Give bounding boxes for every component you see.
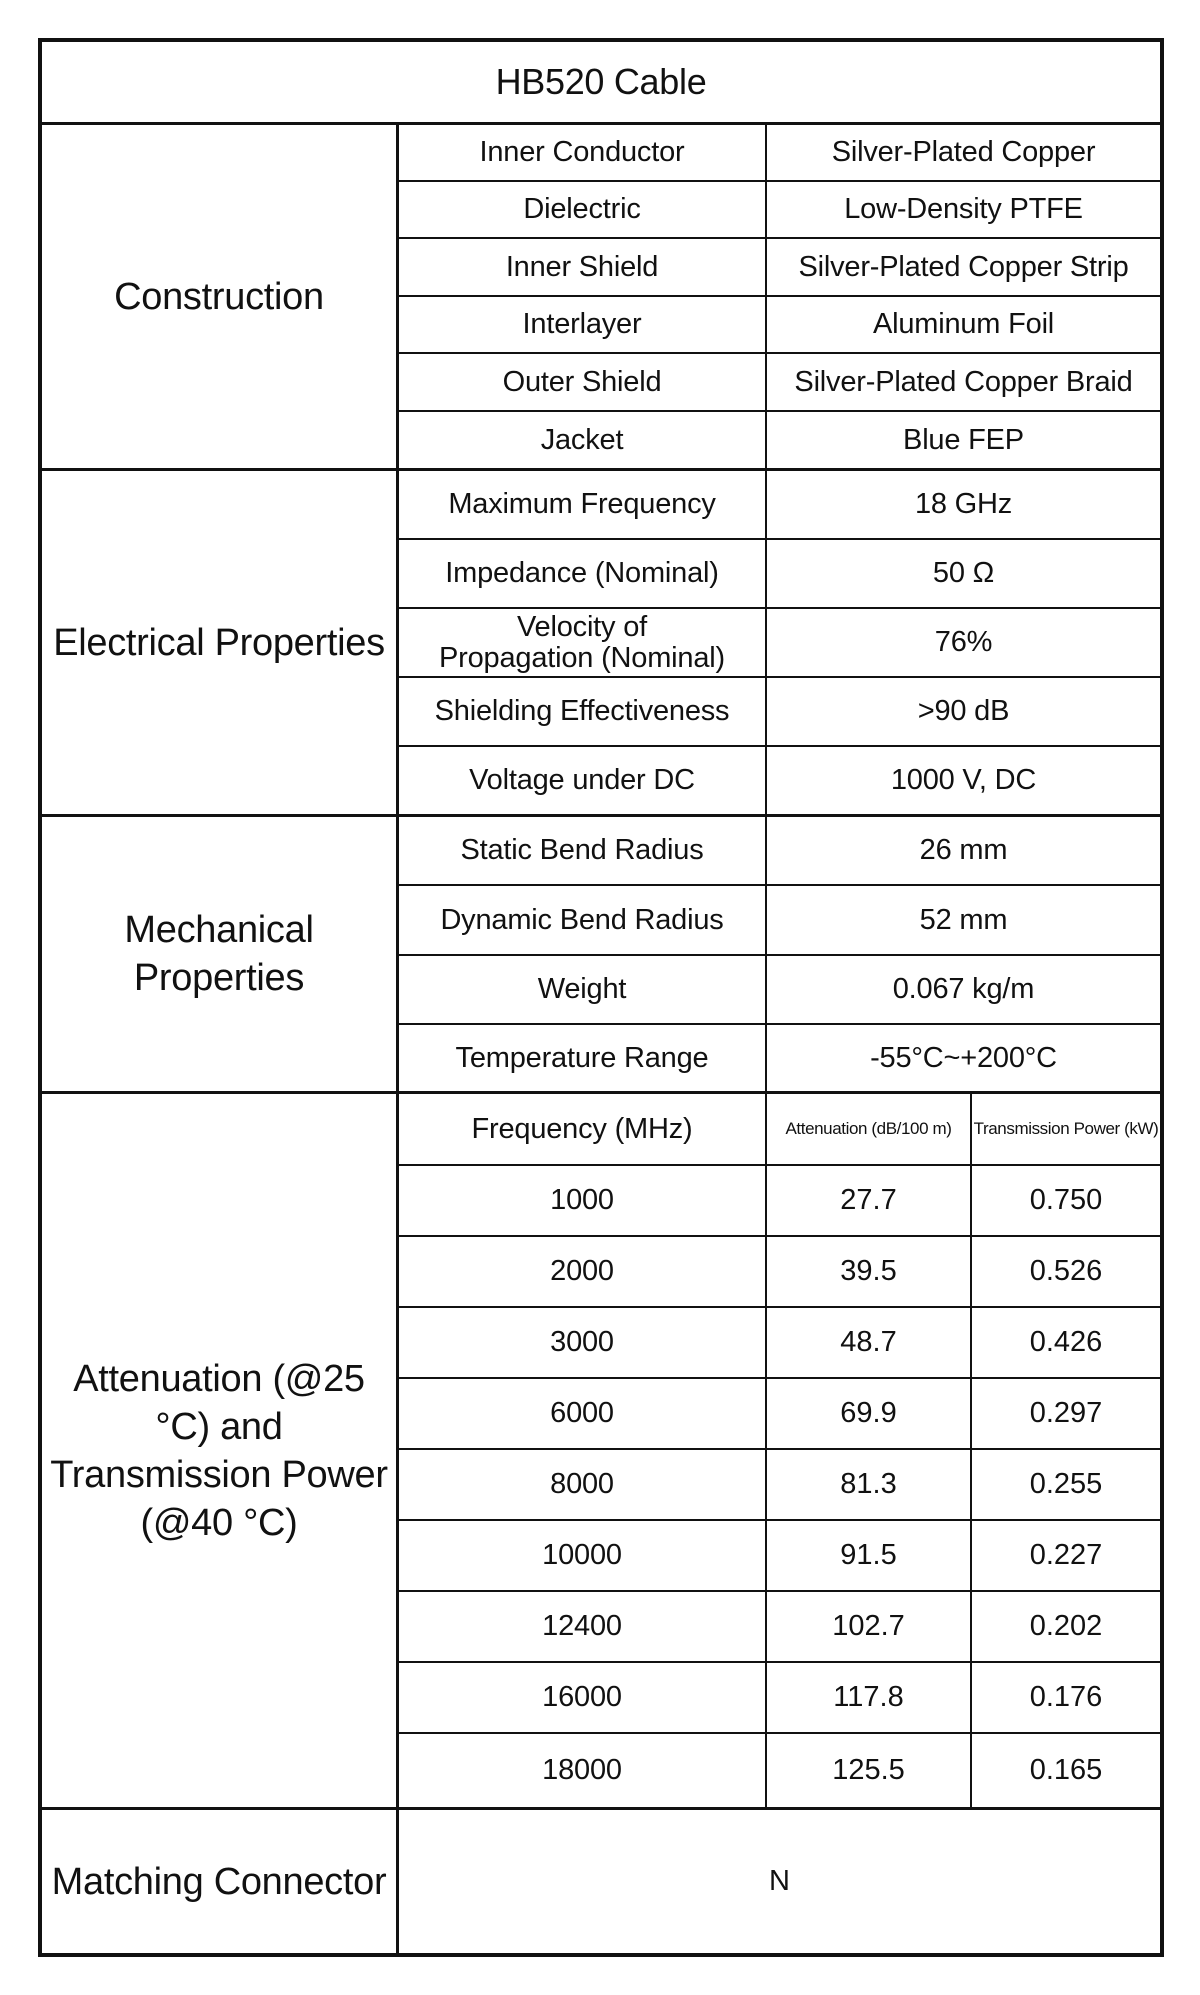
section-label-attenuation: Attenuation (@25 °C) and Transmission Power (@40 °C) — [42, 1094, 399, 1807]
section-mechanical — [42, 817, 1160, 1094]
section-attenuation — [42, 1094, 1160, 1810]
table-row — [399, 747, 1160, 814]
table-row — [399, 1308, 1160, 1379]
attenuation-cell: 117.8 — [767, 1663, 972, 1732]
property-name: Temperature Range — [399, 1025, 767, 1091]
frequency-cell: 12400 — [399, 1592, 767, 1661]
construction-rows — [399, 125, 1160, 468]
table-row — [399, 886, 1160, 956]
frequency-cell: 3000 — [399, 1308, 767, 1377]
spec-table — [38, 38, 1164, 1957]
header-attenuation: Attenuation (dB/100 m) — [767, 1094, 972, 1164]
property-name: Weight — [399, 956, 767, 1023]
header-power: Transmission Power (kW) — [973, 1119, 1159, 1138]
electrical-rows — [399, 471, 1160, 814]
attenuation-cell: 81.3 — [767, 1450, 972, 1519]
property-name: Shielding Effectiveness — [399, 678, 767, 745]
property-name: Impedance (Nominal) — [399, 540, 767, 607]
frequency-cell: 1000 — [399, 1166, 767, 1235]
attenuation-cell: 125.5 — [767, 1734, 972, 1807]
table-row — [399, 354, 1160, 412]
section-label-construction: Construction — [42, 125, 399, 468]
property-value: >90 dB — [917, 695, 1010, 727]
property-name: Velocity of Propagation (Nominal) — [399, 609, 767, 676]
table-row — [399, 182, 1160, 239]
section-construction — [42, 125, 1160, 471]
property-name: Inner Shield — [399, 239, 767, 295]
property-name: Dynamic Bend Radius — [399, 886, 767, 954]
power-cell: 0.426 — [1029, 1326, 1103, 1358]
power-cell: 0.227 — [1029, 1539, 1103, 1571]
table-row — [399, 1521, 1160, 1592]
table-title: HB520 Cable — [42, 42, 1160, 125]
table-row — [399, 412, 1160, 468]
property-value: 52 mm — [919, 903, 1008, 936]
property-value: Silver-Plated Copper Braid — [794, 365, 1133, 398]
property-name: Maximum Frequency — [399, 471, 767, 538]
mechanical-rows — [399, 817, 1160, 1091]
section-electrical — [42, 471, 1160, 817]
property-name: Interlayer — [399, 297, 767, 352]
property-name: Voltage under DC — [399, 747, 767, 814]
attenuation-cell: 39.5 — [767, 1237, 972, 1306]
table-row — [399, 956, 1160, 1025]
property-value: Aluminum Foil — [872, 308, 1055, 340]
property-value: Silver-Plated Copper Strip — [798, 250, 1129, 283]
table-row — [399, 540, 1160, 609]
table-row — [399, 1237, 1160, 1308]
property-value: Silver-Plated Copper — [831, 136, 1096, 168]
table-row — [399, 1379, 1160, 1450]
power-cell: 0.255 — [1029, 1468, 1103, 1500]
table-row — [399, 678, 1160, 747]
frequency-cell: 16000 — [399, 1663, 767, 1732]
property-name: Static Bend Radius — [399, 817, 767, 884]
frequency-cell: 18000 — [399, 1734, 767, 1807]
attenuation-cell: 48.7 — [767, 1308, 972, 1377]
power-cell: 0.526 — [1029, 1255, 1103, 1287]
table-row — [399, 1025, 1160, 1091]
connector-value: N — [769, 1865, 790, 1897]
section-label-connector: Matching Connector — [42, 1810, 399, 1953]
power-cell: 0.176 — [1029, 1681, 1103, 1713]
section-label-electrical: Electrical Properties — [42, 471, 399, 814]
power-cell: 0.297 — [1029, 1397, 1103, 1429]
property-value: Low-Density PTFE — [844, 193, 1083, 225]
property-value: -55°C~+200°C — [870, 1041, 1057, 1074]
power-cell: 0.165 — [1029, 1754, 1103, 1786]
table-row — [399, 239, 1160, 297]
property-name: Dielectric — [399, 182, 767, 237]
property-value: 1000 V, DC — [890, 764, 1037, 796]
table-row — [399, 1734, 1160, 1807]
attenuation-cell: 102.7 — [767, 1592, 972, 1661]
power-cell: 0.202 — [1029, 1610, 1103, 1642]
attenuation-cell: 27.7 — [767, 1166, 972, 1235]
header-frequency: Frequency (MHz) — [399, 1094, 767, 1164]
attenuation-rows — [399, 1094, 1160, 1807]
frequency-cell: 2000 — [399, 1237, 767, 1306]
table-row — [399, 1450, 1160, 1521]
table-row — [399, 125, 1160, 182]
table-row — [399, 297, 1160, 354]
property-value: 76% — [934, 626, 993, 658]
property-name: Inner Conductor — [399, 125, 767, 180]
section-connector — [42, 1810, 1160, 1953]
power-cell: 0.750 — [1029, 1184, 1103, 1216]
property-name: Jacket — [399, 412, 767, 468]
property-value: 26 mm — [919, 834, 1008, 866]
table-row — [399, 471, 1160, 540]
attenuation-cell: 91.5 — [767, 1521, 972, 1590]
table-row — [399, 817, 1160, 886]
property-value: 0.067 kg/m — [892, 973, 1035, 1005]
frequency-cell: 8000 — [399, 1450, 767, 1519]
property-value: 50 Ω — [932, 557, 995, 589]
frequency-cell: 10000 — [399, 1521, 767, 1590]
table-row — [399, 1663, 1160, 1734]
property-value: Blue FEP — [903, 423, 1024, 456]
frequency-cell: 6000 — [399, 1379, 767, 1448]
attenuation-cell: 69.9 — [767, 1379, 972, 1448]
table-row — [399, 1592, 1160, 1663]
property-value: 18 GHz — [914, 488, 1013, 520]
table-row — [399, 1166, 1160, 1237]
table-row — [399, 609, 1160, 678]
property-name: Outer Shield — [399, 354, 767, 410]
attenuation-header-row — [399, 1094, 1160, 1166]
section-label-mechanical: Mechanical Properties — [42, 817, 399, 1091]
